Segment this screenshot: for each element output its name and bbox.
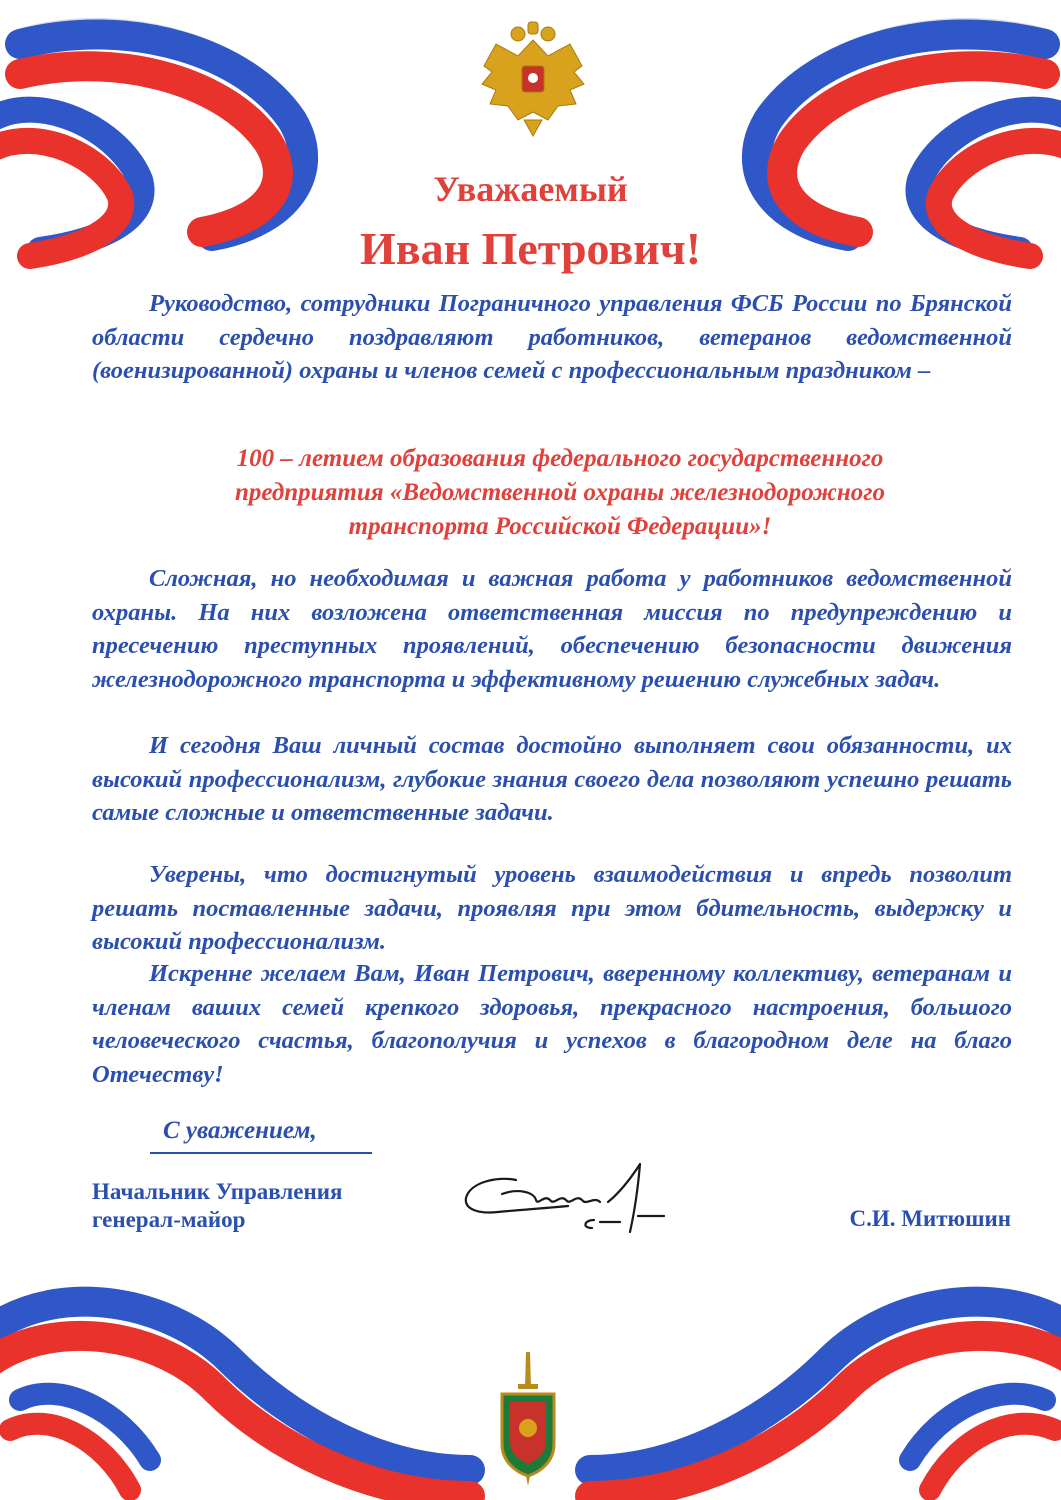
highlight-line-3: транспорта Российской Федерации»! xyxy=(348,513,772,540)
highlight-line-2: предприятия «Ведомственной охраны железнодорожного xyxy=(234,479,886,506)
salutation-name: Иван Петрович! xyxy=(359,223,702,274)
highlight-line-1: 100 – летием образования федерального государственного xyxy=(236,445,884,472)
letter-paragraph-3: И сегодня Ваш личный состав достойно выполняет свои обязанности, их высокий профессионализм, глубокие знания своего дела позволяют успешно решать самые сложные и ответственные задачи. xyxy=(92,732,1012,826)
letter-paragraph-1: Руководство, сотрудники Пограничного управления ФСБ России по Брянской области сердечно поздравляют работников, ветеранов ведомственной (военизированной) охраны и членов семей с профессиональным праздником – xyxy=(92,290,1012,384)
salutation-line-1: Уважаемый xyxy=(433,169,628,209)
russian-coat-of-arms-icon xyxy=(478,20,588,138)
handwritten-signature-icon xyxy=(458,1158,678,1238)
letter-paragraph-2: Сложная, но необходимая и важная работа у работников ведомственной охраны. На них возложена ответственная миссия по предупреждению и пресечению преступных проявлений, обеспечению безопасности движения железнодорожного транспорта и эффективному решению служебных задач. xyxy=(92,565,1012,693)
signer-title-line-2: генерал-майор xyxy=(92,1207,246,1232)
closing-regards: С уважением, xyxy=(163,1117,317,1144)
letter-paragraph-5: Искренне желаем Вам, Иван Петрович, вверенному коллективу, ветеранам и членам ваших семей крепкого здоровья, прекрасного настроения, большого человеческого счастья, благополучия и успехов в благородном деле на благо Отечеству! xyxy=(92,960,1012,1088)
letter-paragraph-4: Уверены, что достигнутый уровень взаимодействия и впредь позволит решать поставленные задачи, проявляя при этом бдительность, выдержку и высокий профессионализм. xyxy=(92,861,1012,955)
signer-title xyxy=(92,1178,342,1234)
regards-underline xyxy=(150,1152,372,1154)
border-service-emblem-icon xyxy=(496,1348,560,1488)
anniversary-highlight xyxy=(120,442,1000,544)
signer-title-line-1: Начальник Управления xyxy=(92,1179,343,1204)
signer-name: С.И. Митюшин xyxy=(849,1206,1011,1231)
